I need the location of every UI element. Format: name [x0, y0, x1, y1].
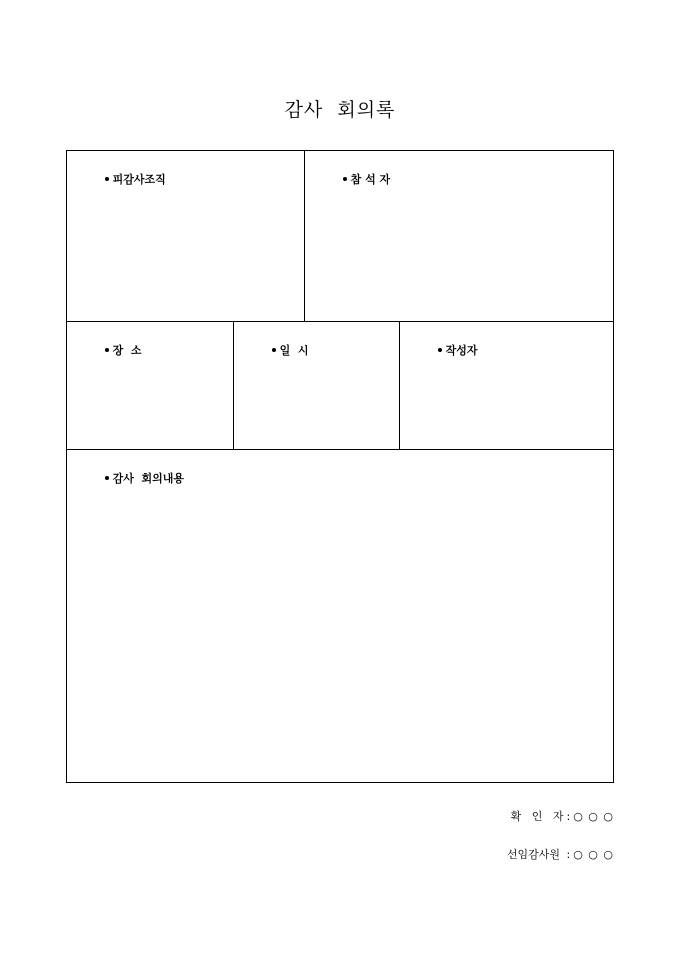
place-cell[interactable]: [67, 322, 233, 449]
meeting-content-cell[interactable]: [67, 450, 613, 782]
confirmer-signature: [511, 808, 614, 824]
confirmer-name: ○ ○ ○: [573, 809, 614, 823]
confirmer-separator: :: [566, 809, 571, 823]
author-cell[interactable]: [399, 322, 613, 449]
lead-auditor-name: ○ ○ ○: [573, 847, 614, 861]
bullet-icon: [105, 177, 109, 181]
page-title: 감사 회의록: [284, 99, 396, 121]
attendees-cell[interactable]: [304, 151, 613, 321]
form-row-1: [67, 151, 613, 322]
minutes-form-table: [66, 150, 614, 783]
bullet-icon: [438, 348, 442, 352]
bullet-icon: [105, 476, 109, 480]
audited-organization-cell[interactable]: [67, 151, 304, 321]
bullet-icon: [272, 348, 276, 352]
bullet-icon: [343, 177, 347, 181]
attendees-label: 참 석 자: [312, 158, 390, 200]
audited-organization-label: 피감사조직: [74, 158, 166, 200]
place-label: 장 소: [74, 329, 142, 371]
datetime-label: 일 시: [241, 329, 309, 371]
lead-auditor-label: 선임감사원: [506, 848, 564, 861]
bullet-icon: [105, 348, 109, 352]
meeting-content-label: 감사 회의내용: [74, 457, 184, 499]
confirmer-label: 확 인 자: [510, 810, 564, 823]
lead-auditor-separator: :: [566, 847, 571, 861]
form-row-3: [67, 450, 613, 782]
lead-auditor-signature: [507, 846, 614, 862]
datetime-cell[interactable]: [233, 322, 399, 449]
form-row-2: [67, 322, 613, 450]
author-label: 작성자: [407, 329, 478, 371]
